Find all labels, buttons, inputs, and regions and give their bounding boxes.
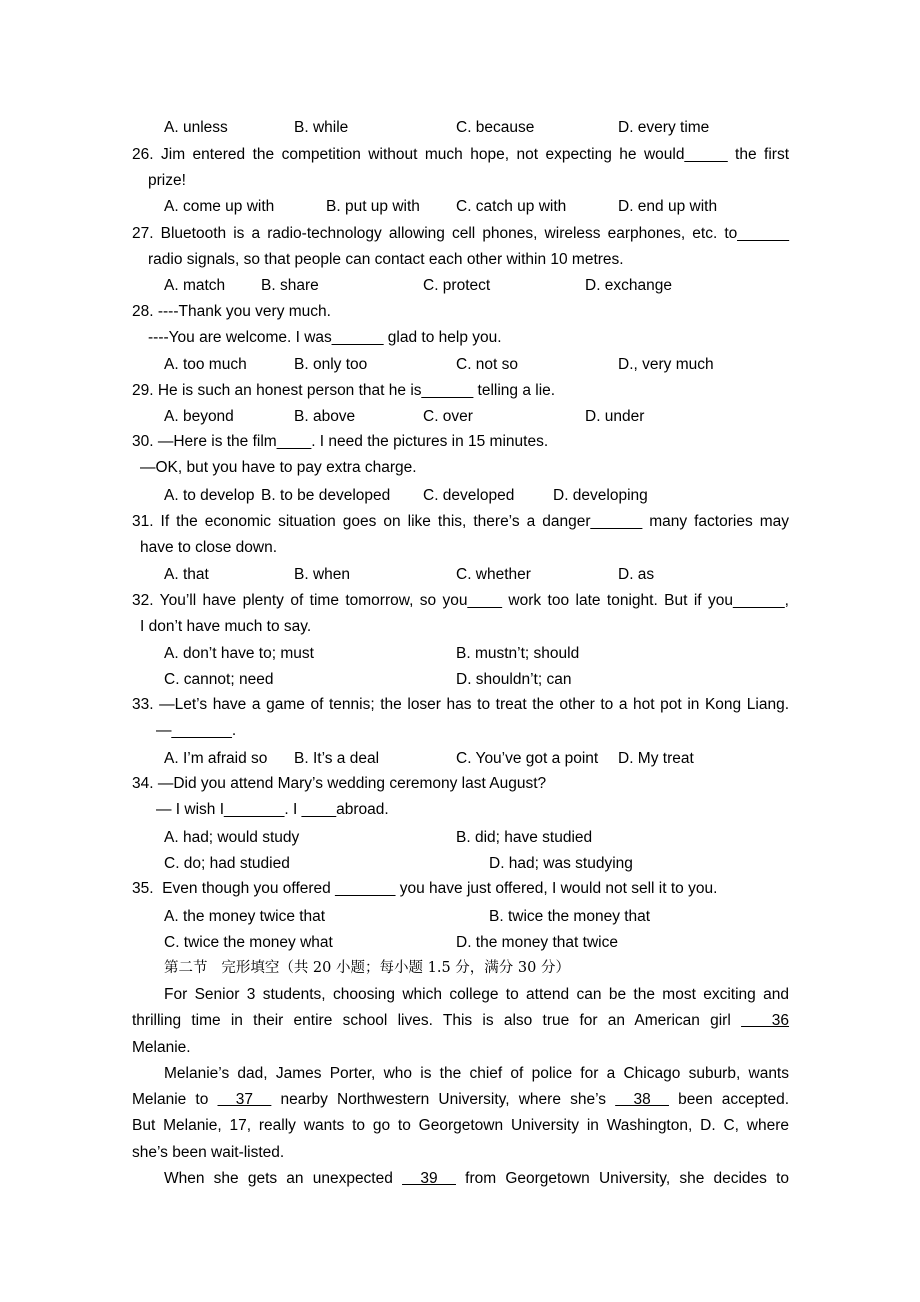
passage-text: Melanie to: [132, 1091, 209, 1108]
option-c[interactable]: C. protect: [423, 277, 491, 294]
option-d[interactable]: D. end up with: [618, 198, 718, 215]
option-d[interactable]: D., very much: [618, 356, 714, 373]
q25-option-a[interactable]: A. unless: [164, 119, 228, 136]
option-d[interactable]: D. shouldn’t; can: [456, 671, 572, 688]
q25-option-c[interactable]: C. because: [456, 119, 535, 136]
question-text: I don’t have much to say.: [140, 618, 312, 635]
question-text: 31. If the economic situation goes on like this, there’s a danger______ many factories may: [132, 513, 789, 530]
question-text: 35. Even though you offered _______ you have just offered, I would not sell it to you.: [132, 880, 718, 897]
option-a[interactable]: A. I’m afraid so: [164, 750, 268, 767]
option-b[interactable]: B. did; have studied: [456, 829, 593, 846]
question-text: 29. He is such an honest person that he is______ telling a lie.: [132, 382, 556, 399]
question-text: 28. ----Thank you very much.: [132, 303, 331, 320]
option-c[interactable]: C. do; had studied: [164, 855, 290, 872]
passage-line: For Senior 3 students, choosing which college to attend can be the most exciting and: [164, 986, 789, 1003]
question-text: 32. You’ll have plenty of time tomorrow, so you____ work too late tonight. But if you______,: [132, 592, 789, 609]
question-text: prize!: [148, 172, 186, 189]
question-text: 34. —Did you attend Mary’s wedding ceremony last August?: [132, 775, 547, 792]
option-b[interactable]: B. mustn’t; should: [456, 645, 580, 662]
option-d[interactable]: D. developing: [553, 487, 648, 504]
option-a[interactable]: A. to develop: [164, 487, 255, 504]
option-d[interactable]: D. My treat: [618, 750, 694, 767]
q25-option-d[interactable]: D. every time: [618, 119, 710, 136]
question-text: 30. —Here is the film____. I need the pictures in 15 minutes.: [132, 433, 549, 450]
question-text: 26. Jim entered the competition without much hope, not expecting he would_____ the first: [132, 146, 789, 163]
option-c[interactable]: C. whether: [456, 566, 531, 583]
option-a[interactable]: A. had; would study: [164, 829, 300, 846]
option-b[interactable]: B. only too: [294, 356, 368, 373]
option-b[interactable]: B. put up with: [326, 198, 420, 215]
option-a[interactable]: A. too much: [164, 356, 247, 373]
option-d[interactable]: D. as: [618, 566, 655, 583]
option-a[interactable]: A. beyond: [164, 408, 234, 425]
option-a[interactable]: A. that: [164, 566, 209, 583]
passage-line: But Melanie, 17, really wants to go to Georgetown University in Washington, D. C, where: [132, 1117, 789, 1134]
option-b[interactable]: B. It’s a deal: [294, 750, 380, 767]
option-a[interactable]: A. the money twice that: [164, 908, 326, 925]
option-a[interactable]: A. come up with: [164, 198, 275, 215]
option-d[interactable]: D. under: [585, 408, 645, 425]
question-text: 27. Bluetooth is a radio-technology allowing cell phones, wireless earphones, etc. to______: [132, 225, 789, 242]
option-d[interactable]: D. exchange: [585, 277, 673, 294]
passage-line: Melanie.: [132, 1039, 191, 1056]
blank-36[interactable]: 36: [741, 1012, 790, 1029]
option-c[interactable]: C. twice the money what: [164, 934, 333, 951]
option-b[interactable]: B. twice the money that: [489, 908, 651, 925]
option-d[interactable]: D. had; was studying: [489, 855, 633, 872]
question-text: have to close down.: [140, 539, 278, 556]
option-b[interactable]: B. share: [261, 277, 319, 294]
question-text: — I wish I_______. I ____abroad.: [156, 801, 389, 818]
option-b[interactable]: B. when: [294, 566, 351, 583]
option-c[interactable]: C. over: [423, 408, 473, 425]
passage-line: [132, 1090, 789, 1110]
question-text: radio signals, so that people can contact each other within 10 metres.: [148, 251, 624, 268]
option-c[interactable]: C. You’ve got a point: [456, 750, 599, 767]
option-d[interactable]: D. the money that twice: [456, 934, 618, 951]
option-c[interactable]: C. developed: [423, 487, 515, 504]
blank-38[interactable]: 38: [615, 1091, 669, 1108]
option-c[interactable]: C. not so: [456, 356, 519, 373]
passage-line: she’s been wait-listed.: [132, 1144, 285, 1161]
section-title: 第二节 完形填空（共 20 小题；每小题 1.5 分，满分 30 分）: [164, 960, 570, 976]
passage-line: Melanie’s dad, James Porter, who is the chief of police for a Chicago suburb, wants: [164, 1065, 789, 1082]
option-c[interactable]: C. catch up with: [456, 198, 567, 215]
option-b[interactable]: B. above: [294, 408, 356, 425]
passage-text: nearby Northwestern University, where she’s: [280, 1091, 606, 1108]
blank-37[interactable]: 37: [217, 1091, 272, 1108]
passage-text: been accepted.: [678, 1091, 790, 1108]
option-c[interactable]: C. cannot; need: [164, 671, 274, 688]
question-text: —_______.: [156, 722, 237, 739]
passage-line: [164, 1169, 789, 1189]
question-text: 33. —Let’s have a game of tennis; the loser has to treat the other to a hot pot in Kong Liang.: [132, 696, 789, 713]
q25-option-b[interactable]: B. while: [294, 119, 349, 136]
option-a[interactable]: A. don’t have to; must: [164, 645, 314, 662]
passage-text: from Georgetown University, she decides to: [465, 1170, 790, 1187]
passage-text: When she gets an unexpected: [164, 1170, 393, 1187]
option-a[interactable]: A. match: [164, 277, 226, 294]
question-text: ----You are welcome. I was______ glad to help you.: [148, 329, 502, 346]
option-b[interactable]: B. to be developed: [261, 487, 391, 504]
passage-line: [132, 1011, 789, 1031]
passage-text: thrilling time in their entire school lives. This is also true for an American girl: [132, 1012, 731, 1029]
question-text: —OK, but you have to pay extra charge.: [140, 459, 417, 476]
blank-39[interactable]: 39: [402, 1170, 456, 1187]
